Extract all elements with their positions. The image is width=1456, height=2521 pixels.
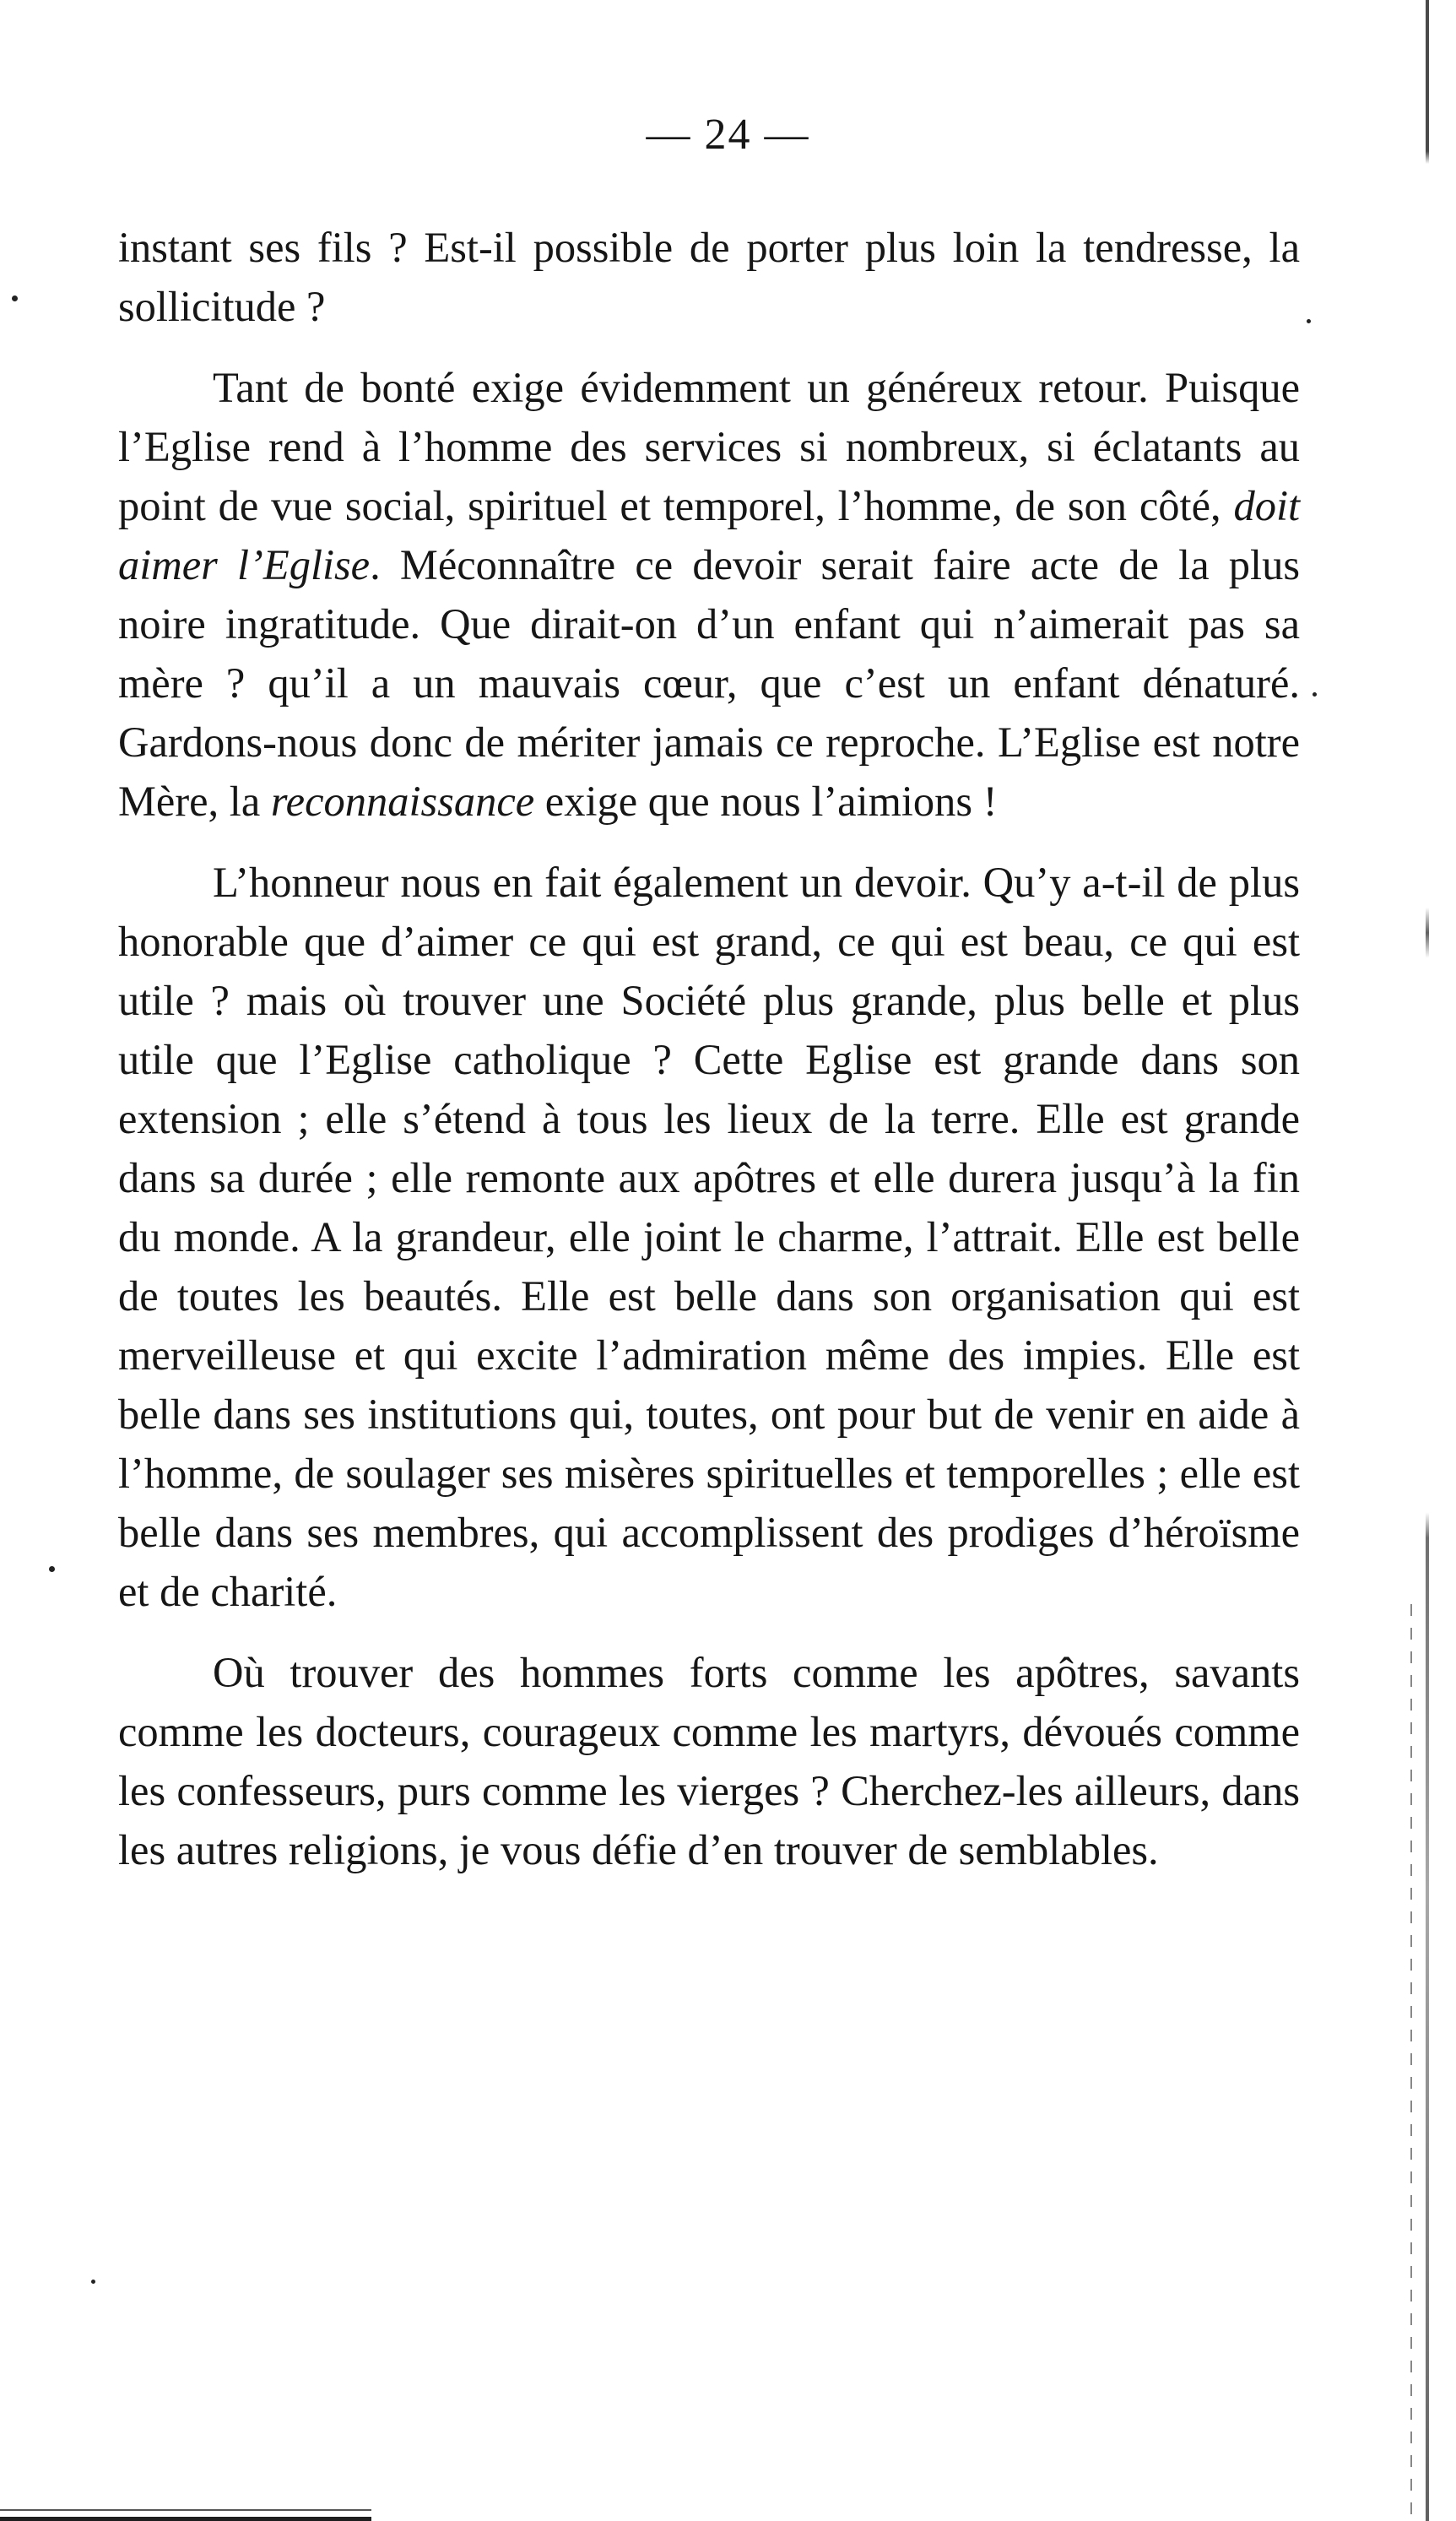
scan-speck: [12, 295, 18, 301]
paragraph-4: [118, 1643, 1300, 1879]
paragraph-2-text-b: . Méconnaître ce devoir serait faire acte de la plus noire ingratitude. Que dirait-on d’un enfant qui n’aimerait pas sa mère ? qu’il a un mauvais cœur, que c’est un enfant dénaturé. Gardons-nous donc de mériter jamais ce reproche. L’Eglise est notre Mère, la: [118, 541, 1300, 825]
scan-speck: [91, 2280, 95, 2284]
paragraph-3: [118, 853, 1300, 1621]
paragraph-3-text: L’honneur nous en fait également un devoir. Qu’y a-t-il de plus honorable que d’aimer ce qui est grand, ce qui est beau, ce qui est utile ? mais où trouver une Société plus grande, plus belle et plus utile que l’Eglise catholique ? Cette Eglise est grande dans son extension ; elle s’étend à tous les lieux de la terre. Elle est grande dans sa durée ; elle remonte aux apôtres et elle durera jusqu’à la fin du monde. A la grandeur, elle joint le charme, l’attrait. Elle est belle de toutes les beautés. Elle est belle dans son organisation qui est merveilleuse et qui excite l’admiration même des impies. Elle est belle dans ses institutions qui, toutes, ont pour but de venir en aide à l’homme, de soulager ses misères spirituelles et temporelles ; elle est belle dans ses membres, qui accomplissent des prodiges d’héroïsme et de charité.: [118, 859, 1300, 1615]
paragraph-1: [118, 218, 1300, 336]
paragraph-2: [118, 358, 1300, 831]
scan-binding-edge: [1426, 0, 1429, 2521]
scan-speck: [49, 1566, 55, 1572]
paragraph-4-text: Où trouver des hommes forts comme les apôtres, savants comme les docteurs, courageux comme les martyrs, dévoués comme les confesseurs, purs comme les vierges ? Cherchez-les ailleurs, dans les autres religions, je vous défie d’en trouver de semblables.: [118, 1649, 1300, 1873]
scan-bottom-rule: [0, 2517, 371, 2521]
paragraph-2-emphasis-b: reconnaissance: [270, 778, 535, 825]
paragraph-2-text-a: Tant de bonté exige évidemment un généreux retour. Puisque l’Eglise rend à l’homme des services si nombreux, si éclatants au point de vue social, spirituel et temporel, l’homme, de son côté,: [118, 364, 1300, 529]
scan-binding-dots: [1410, 1604, 1412, 2521]
page-number: — 24 —: [646, 111, 810, 159]
paragraph-2-text-c: exige que nous l’aimions !: [534, 778, 998, 825]
body-text: [118, 218, 1300, 1879]
scan-bottom-rule-thin: [0, 2509, 371, 2511]
paragraph-1-text: instant ses fils ? Est-il possible de porter plus loin la tendresse, la sollicitude ?: [118, 224, 1300, 330]
paragraph-2-emphasis-a: doit aimer l’Eglise: [118, 482, 1300, 588]
scan-speck: [1307, 319, 1311, 323]
scan-speck: [1313, 692, 1317, 697]
